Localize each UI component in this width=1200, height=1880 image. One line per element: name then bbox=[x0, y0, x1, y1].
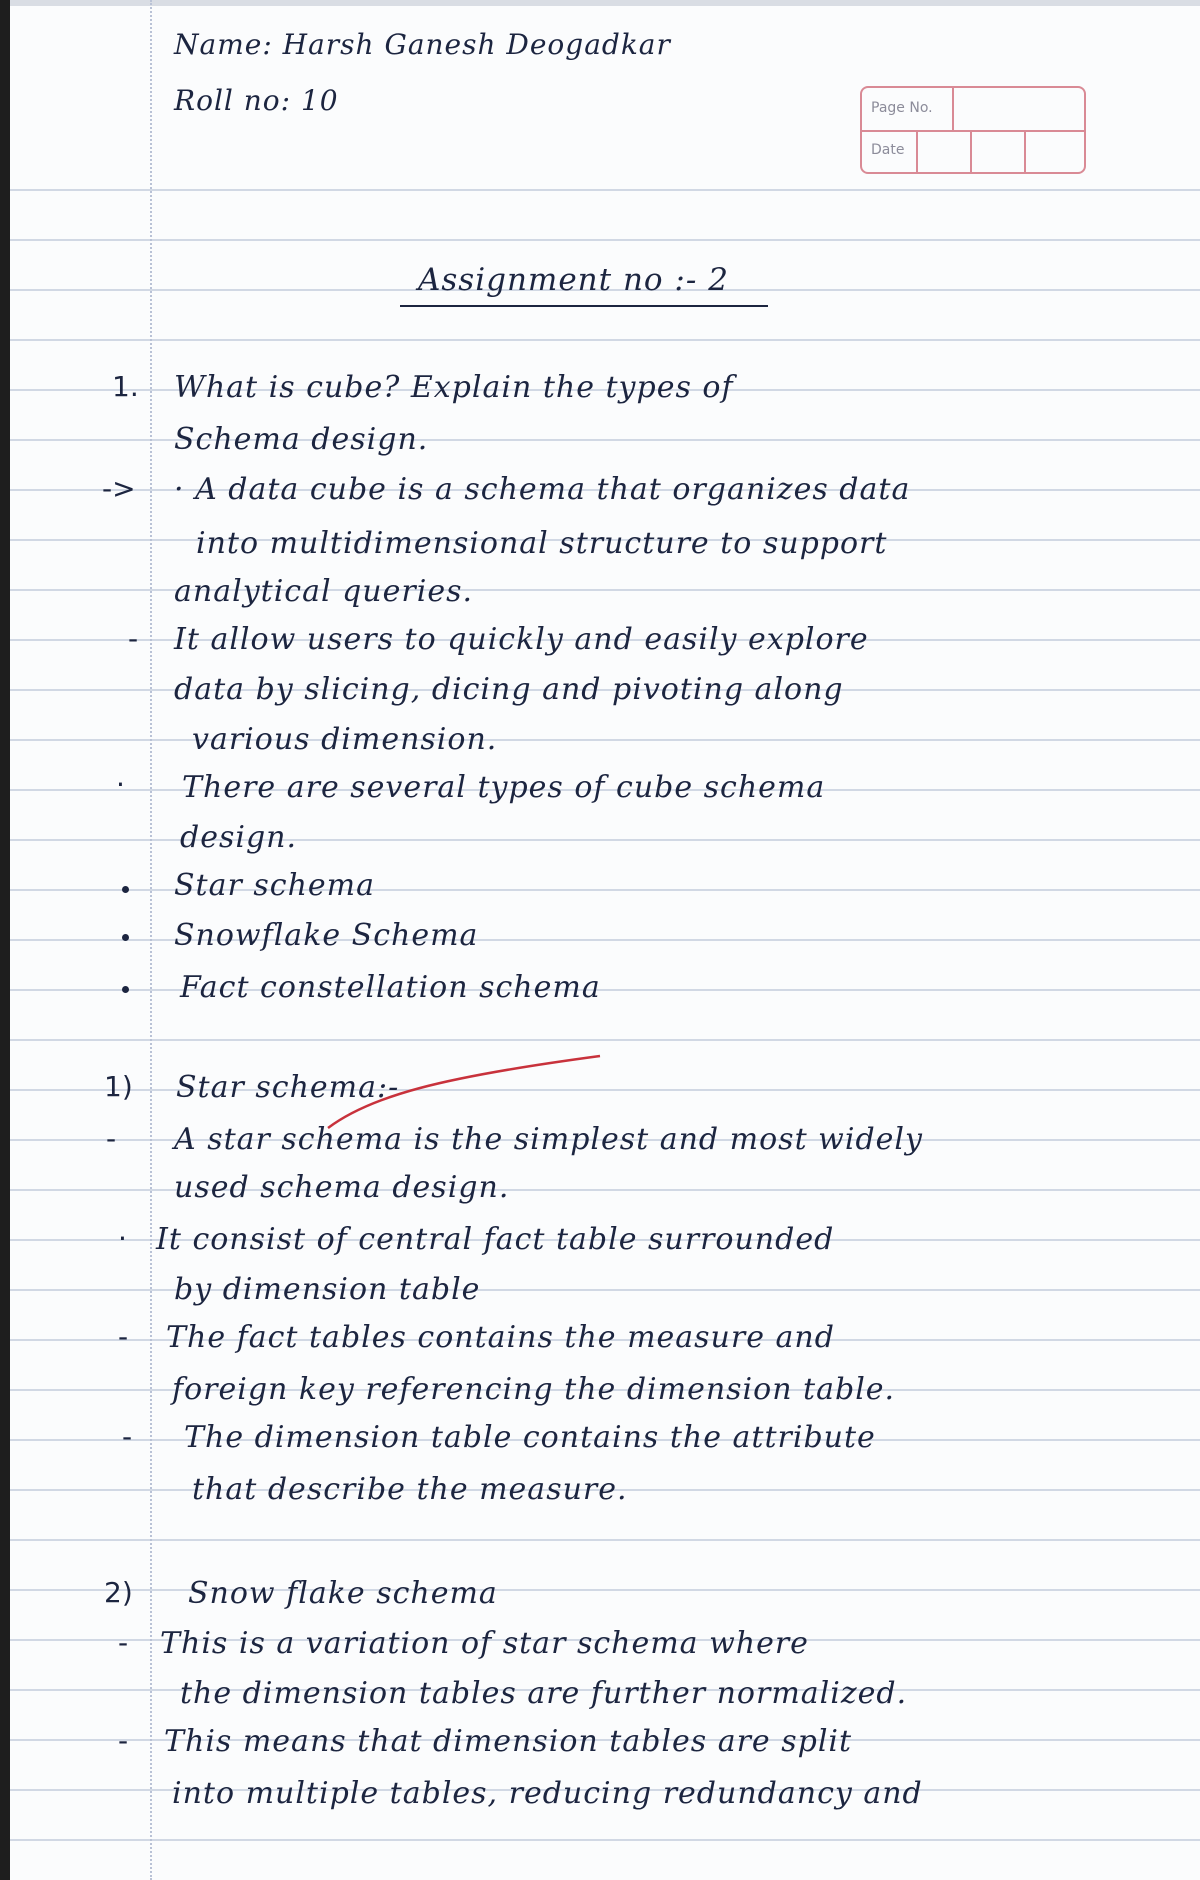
star-schema-line-1: A star schema is the simplest and most widely bbox=[174, 1122, 923, 1157]
dash-marker: - bbox=[118, 1626, 129, 1659]
student-name: Name: Harsh Ganesh Deogadkar bbox=[174, 28, 671, 61]
question-line-2: Schema design. bbox=[174, 422, 429, 457]
question-line-1: What is cube? Explain the types of bbox=[174, 370, 734, 405]
title-underline bbox=[400, 305, 768, 307]
snowflake-line-4: into multiple tables, reducing redundancy and bbox=[172, 1776, 923, 1811]
answer-p3-line-2: design. bbox=[180, 820, 298, 855]
bullet-dot bbox=[122, 934, 129, 941]
snowflake-line-2: the dimension tables are further normalized. bbox=[180, 1676, 908, 1711]
answer-arrow: -> bbox=[102, 472, 136, 505]
page-date-box bbox=[860, 86, 1086, 174]
star-schema-line-2: used schema design. bbox=[174, 1170, 510, 1205]
answer-p1-line-1: · A data cube is a schema that organizes data bbox=[174, 472, 911, 507]
bullet-dot bbox=[122, 986, 129, 993]
snowflake-schema-heading: Snow flake schema bbox=[188, 1576, 498, 1611]
dash-marker: - bbox=[122, 1420, 133, 1453]
star-schema-line-8: that describe the measure. bbox=[192, 1472, 628, 1507]
section-2-number: 2) bbox=[104, 1576, 133, 1609]
dash-marker: - bbox=[106, 1122, 117, 1155]
answer-p2-line-1: It allow users to quickly and easily explore bbox=[174, 622, 869, 657]
answer-p3-line-1: There are several types of cube schema bbox=[182, 770, 826, 805]
dot-marker: · bbox=[118, 1222, 127, 1255]
star-schema-line-7: The dimension table contains the attribute bbox=[184, 1420, 876, 1455]
dot-marker: · bbox=[116, 768, 125, 801]
answer-p1-line-3: analytical queries. bbox=[174, 574, 474, 609]
answer-p2-line-3: various dimension. bbox=[192, 722, 498, 757]
page-left-edge bbox=[0, 0, 10, 1880]
snowflake-line-3: This means that dimension tables are split bbox=[164, 1724, 853, 1759]
schema-type-star: Star schema bbox=[174, 868, 375, 903]
date-label: Date bbox=[871, 142, 905, 158]
section-1-number: 1) bbox=[104, 1070, 133, 1103]
dash-marker: - bbox=[118, 1724, 129, 1757]
star-schema-heading: Star schema:- bbox=[176, 1070, 400, 1105]
dash-marker: - bbox=[118, 1320, 129, 1353]
answer-p1-line-2: into multidimensional structure to support bbox=[196, 526, 888, 561]
star-schema-line-6: foreign key referencing the dimension table. bbox=[172, 1372, 896, 1407]
bullet-dot bbox=[122, 886, 129, 893]
question-number: 1. bbox=[112, 370, 139, 403]
roll-number: Roll no: 10 bbox=[174, 84, 339, 117]
answer-p2-line-2: data by slicing, dicing and pivoting along bbox=[174, 672, 844, 707]
star-schema-line-5: The fact tables contains the measure and bbox=[166, 1320, 835, 1355]
star-schema-line-3: It consist of central fact table surrounded bbox=[156, 1222, 835, 1257]
schema-type-fact-constellation: Fact constellation schema bbox=[180, 970, 601, 1005]
page-no-label: Page No. bbox=[871, 100, 933, 116]
assignment-title: Assignment no :- 2 bbox=[418, 262, 729, 298]
schema-type-snowflake: Snowflake Schema bbox=[174, 918, 479, 953]
snowflake-line-1: This is a variation of star schema where bbox=[160, 1626, 809, 1661]
dash-marker: - bbox=[128, 622, 139, 655]
margin-line bbox=[150, 0, 154, 1880]
star-schema-line-4: by dimension table bbox=[174, 1272, 481, 1307]
